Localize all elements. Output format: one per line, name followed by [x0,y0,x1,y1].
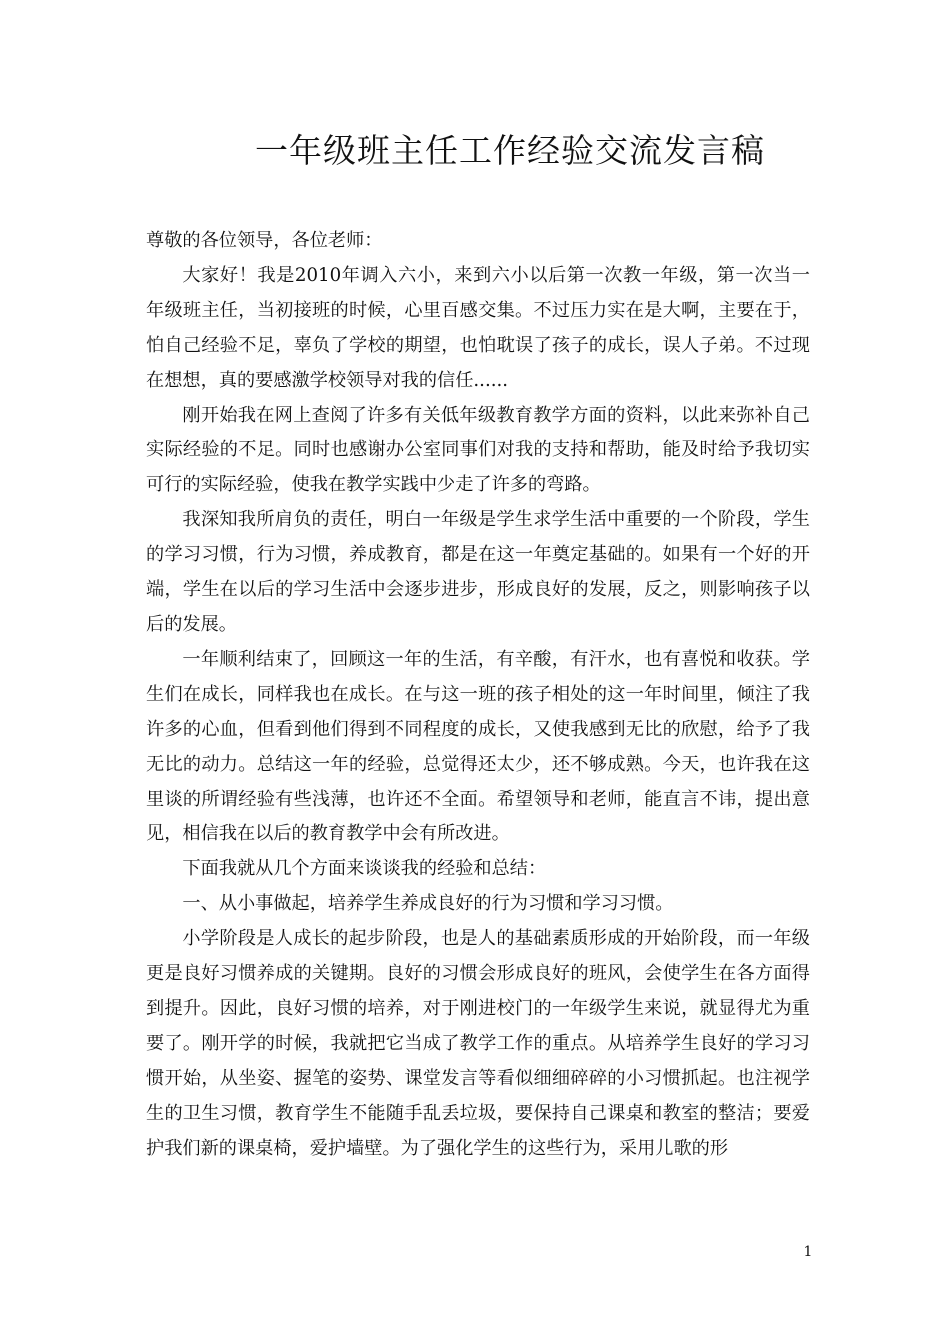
document-title: 一年级班主任工作经验交流发言稿 [255,131,765,170]
paragraph: 大家好！我是2010年调入六小，来到六小以后第一次教一年级，第一次当一年级班主任，当初接班的时候，心里百感交集。不过压力实在是大啊，主要在于，怕自己经验不足，辜负了学校的期望，也怕耽误了孩子的成长，误人子弟。不过现在想想，真的要感激学校领导对我的信任...... [146,264,810,391]
document-body [146,224,810,1166]
paragraph: 一年顺利结束了，回顾这一年的生活，有辛酸，有汗水，也有喜悦和收获。学生们在成长，同样我也在成长。在与这一班的孩子相处的这一年时间里，倾注了我许多的心血，但看到他们得到不同程度的成长，又使我感到无比的欣慰，给予了我无比的动力。总结这一年的经验，总觉得还太少，还不够成熟。今天，也许我在这里谈的所谓经验有些浅薄，也许还不全面。希望领导和老师，能直言不讳，提出意见，相信我在以后的教育教学中会有所改进。 [146,648,810,845]
section-heading: 一、从小事做起，培养学生养成良好的行为习惯和学习习惯。 [182,893,674,915]
paragraph: 刚开始我在网上查阅了许多有关低年级教育教学方面的资料，以此来弥补自己实际经验的不足。同时也感谢办公室同事们对我的支持和帮助，能及时给予我切实可行的实际经验，使我在教学实践中少走了许多的弯路。 [146,404,810,496]
paragraph: 下面我就从几个方面来谈谈我的经验和总结： [182,858,547,880]
salutation: 尊敬的各位领导，各位老师： [146,230,383,251]
paragraph: 小学阶段是人成长的起步阶段，也是人的基础素质形成的开始阶段，而一年级更是良好习惯养成的关键期。良好的习惯会形成良好的班风，会使学生在各方面得到提升。因此，良好习惯的培养，对于刚进校门的一年级学生来说，就显得尤为重要了。刚开学的时候，我就把它当成了教学工作的重点。从培养学生良好的学习习惯开始，从坐姿、握笔的姿势、课堂发言等看似细细碎碎的小习惯抓起。也注视学生的卫生习惯，教育学生不能随手乱丢垃圾，要保持自己课桌和教室的整洁；要爱护我们新的课桌椅，爱护墙壁。为了强化学生的这些行为，采用儿歌的形 [146,928,810,1159]
page-number: 1 [803,1244,813,1260]
paragraph: 我深知我所肩负的责任，明白一年级是学生求学生活中重要的一个阶段，学生的学习习惯，行为习惯，养成教育，都是在这一年奠定基础的。如果有一个好的开端，学生在以后的学习生活中会逐步进步，形成良好的发展，反之，则影响孩子以后的发展。 [146,509,810,635]
